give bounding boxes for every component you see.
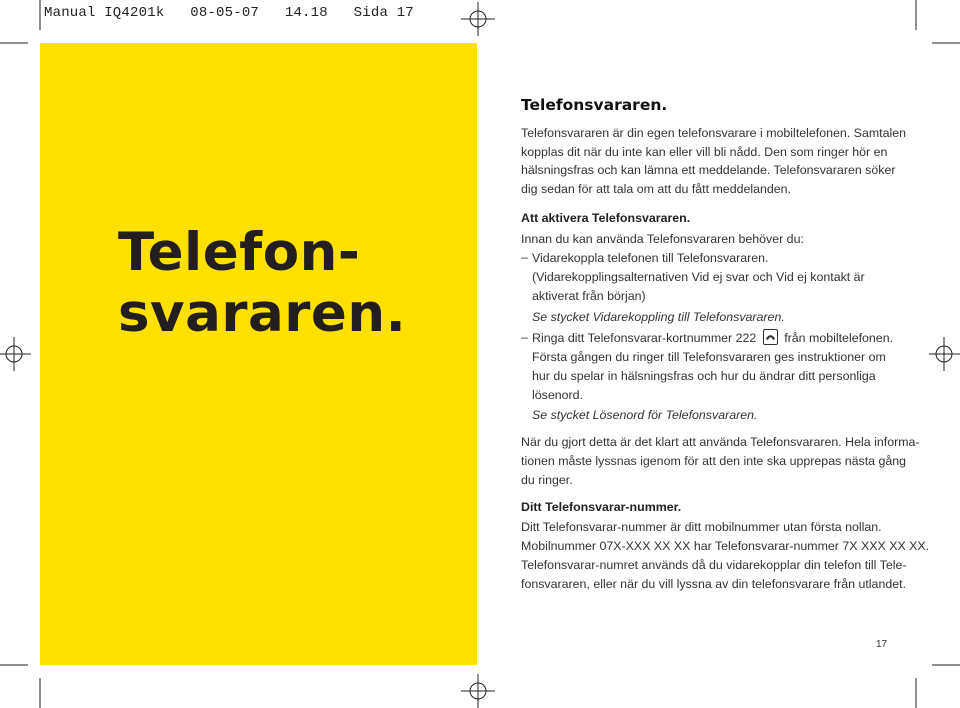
number-heading: Ditt Telefonsvarar-nummer. <box>521 500 682 514</box>
list-dash: – <box>521 330 528 344</box>
list-dash: – <box>521 250 528 264</box>
chapter-title-line2: svararen. <box>118 283 407 344</box>
step1-line: (Vidarekopplingsalternativen Vid ej svar och Vid ej kontakt är <box>532 270 865 284</box>
yellow-panel <box>40 43 477 665</box>
step2-line: hur du spelar in hälsningsfras och hur du ändrar ditt personliga <box>532 369 876 383</box>
intro-line: hälsningsfras och kan lämna ett meddelande. Telefonsvararen söker <box>521 163 896 177</box>
chapter-title <box>118 222 406 344</box>
step2-line: Första gången du ringer till Telefonsvararen ges instruktioner om <box>532 350 886 364</box>
ready-line: tionen måste lyssnas igenom för att den inte ska upprepas nästa gång <box>521 454 907 468</box>
activate-heading: Att aktivera Telefonsvararen. <box>521 211 691 225</box>
intro-line: kopplas dit när du inte kan eller vill bli nådd. Den som ringer hör en <box>521 145 888 159</box>
activate-lead: Innan du kan använda Telefonsvararen behöver du: <box>521 232 804 246</box>
phone-call-icon <box>763 329 778 345</box>
step1-line: Vidarekoppla telefonen till Telefonsvararen. <box>532 251 769 265</box>
print-slug: Manual IQ4201k 08-05-07 14.18 Sida 17 <box>44 5 414 21</box>
number-line: fonsvararen, eller när du vill lyssna av din telefonsvarare från utlandet. <box>521 577 907 591</box>
step2-reference: Se stycket Lösenord för Telefonsvararen. <box>532 408 758 422</box>
ready-line: När du gjort detta är det klart att använda Telefonsvararen. Hela informa- <box>521 435 920 449</box>
number-line: Mobilnummer 07X-XXX XX XX har Telefonsvarar-nummer 7X XXX XX XX. <box>521 539 930 553</box>
step2-text-before: Ringa ditt Telefonsvarar-kortnummer 222 <box>532 331 757 345</box>
number-line: Ditt Telefonsvarar-nummer är ditt mobilnummer utan första nollan. <box>521 520 882 534</box>
ready-line: du ringer. <box>521 473 573 487</box>
intro-line: Telefonsvararen är din egen telefonsvarare i mobiltelefonen. Samtalen <box>521 126 907 140</box>
intro-line: dig sedan för att tala om att du fått meddelanden. <box>521 182 792 196</box>
number-line: Telefonsvarar-numret används då du vidarekopplar din telefon till Tele- <box>521 558 907 572</box>
step2-line <box>532 329 893 348</box>
step1-reference: Se stycket Vidarekoppling till Telefonsvararen. <box>532 310 785 324</box>
step2-text-after: från mobiltelefonen. <box>784 331 894 345</box>
page-number: 17 <box>876 639 888 650</box>
chapter-title-line1: Telefon- <box>118 222 361 283</box>
step1-line: aktiverat från början) <box>532 289 646 303</box>
step2-line: lösenord. <box>532 388 583 402</box>
section-heading: Telefonsvararen. <box>521 96 668 114</box>
